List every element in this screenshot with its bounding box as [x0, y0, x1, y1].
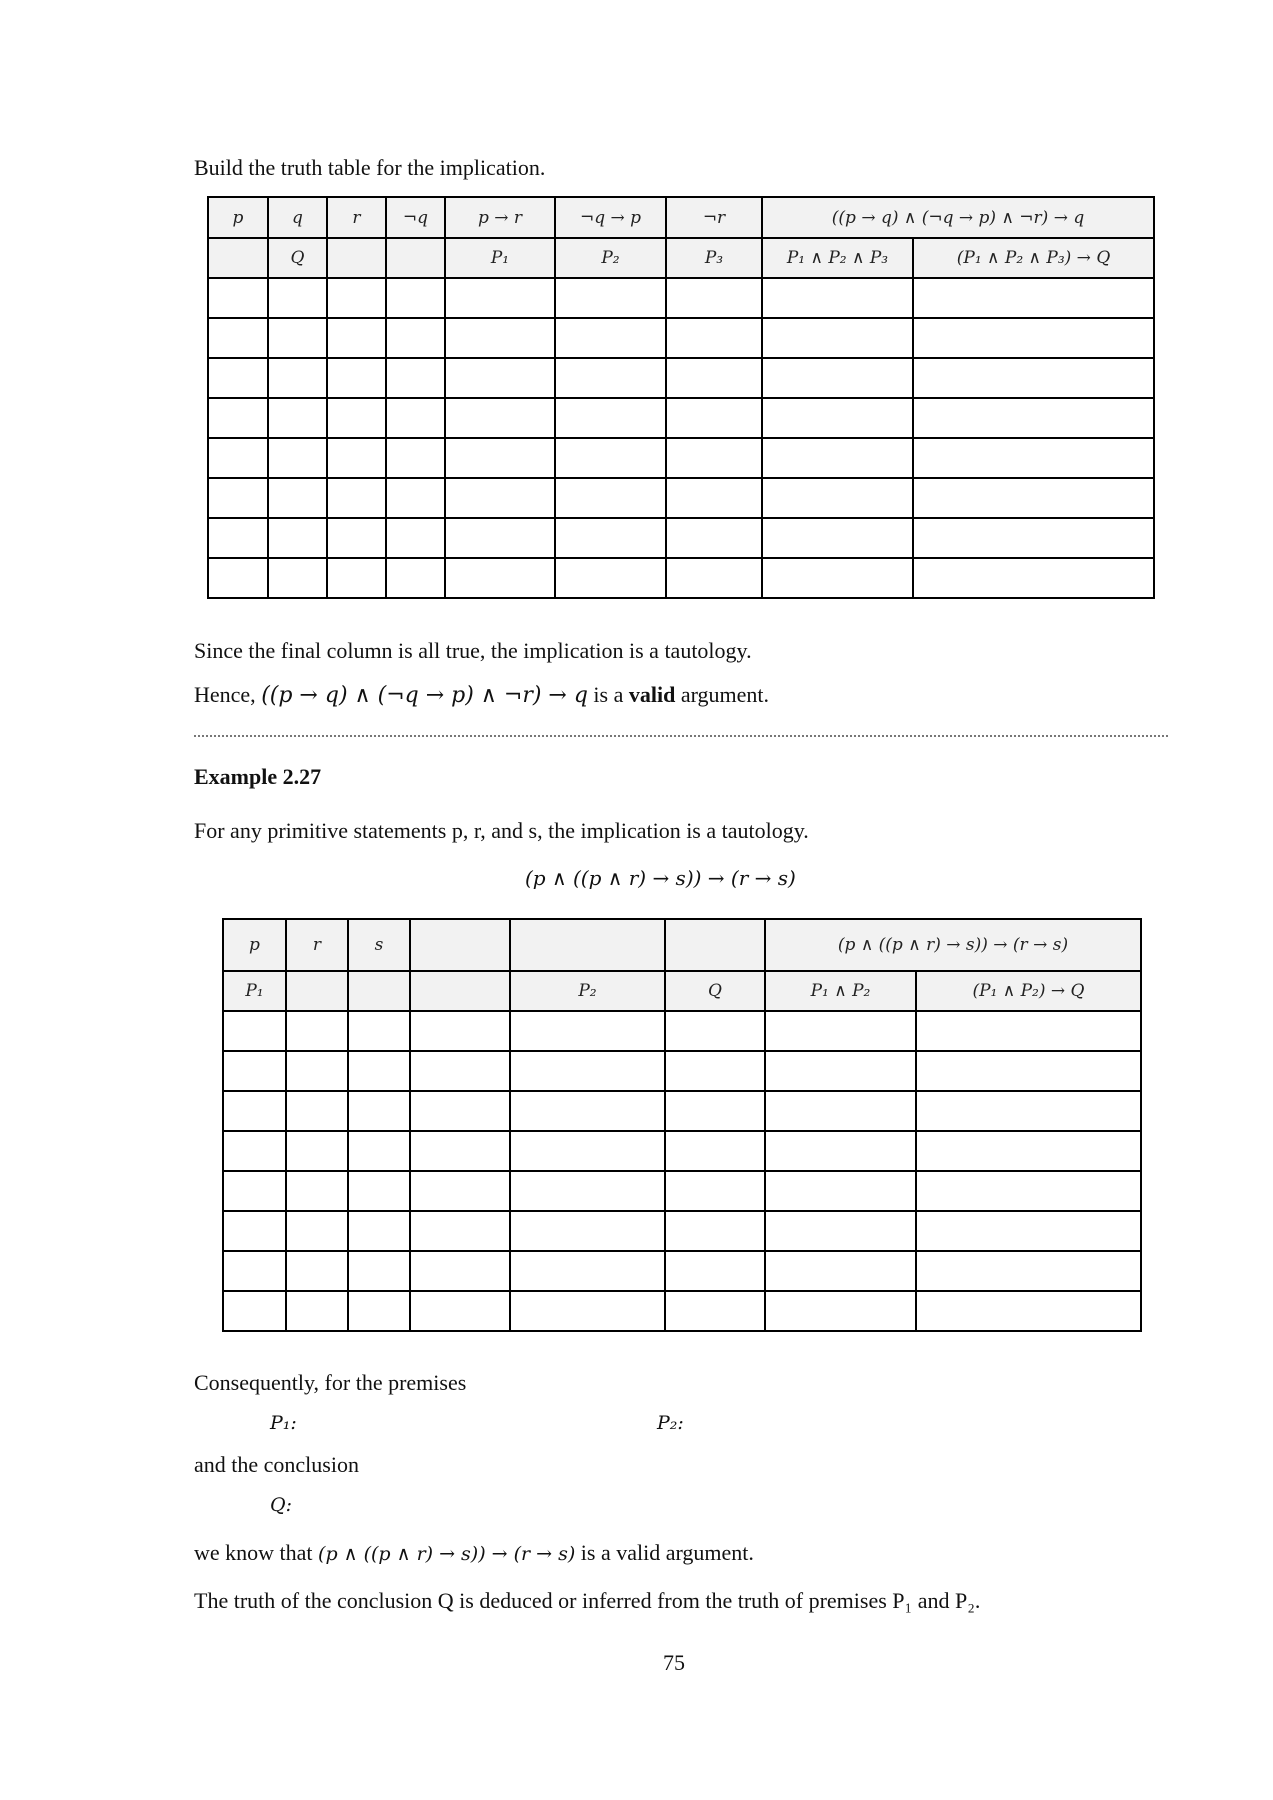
table-cell [223, 1091, 286, 1131]
table-cell [286, 1011, 348, 1051]
table-cell [286, 1251, 348, 1291]
table-cell [223, 1211, 286, 1251]
table-cell [665, 1211, 765, 1251]
col-header-r: r [286, 919, 348, 971]
example-statement: For any primitive statements p, r, and s, the implication is a tautology. [194, 818, 809, 843]
table-cell [666, 438, 762, 478]
table-cell [510, 1131, 665, 1171]
table-cell [348, 1011, 410, 1051]
table-cell [445, 478, 555, 518]
sub-header-P2: P₂ [510, 971, 665, 1011]
sub-header-blank [386, 238, 445, 278]
table-cell [510, 1211, 665, 1251]
table-row [223, 1251, 1141, 1291]
table-cell [386, 558, 445, 598]
table-cell [765, 1291, 916, 1331]
col-header-full-implication: (p ∧ ((p ∧ r) → s)) → (r → s) [765, 919, 1141, 971]
table-cell [762, 398, 913, 438]
example-title: Example 2.27 [194, 764, 322, 789]
table-cell [913, 278, 1154, 318]
table-cell [916, 1131, 1141, 1171]
table-cell [916, 1291, 1141, 1331]
table-cell [386, 318, 445, 358]
table-cell [762, 358, 913, 398]
intro-text: Build the truth table for the implication. [194, 155, 546, 180]
col-header-r: r [327, 197, 386, 238]
table-cell [555, 278, 666, 318]
table-cell [327, 518, 386, 558]
sub-header-Q: Q [665, 971, 765, 1011]
table-cell [666, 318, 762, 358]
table-row [223, 1131, 1141, 1171]
sub-header-blank [286, 971, 348, 1011]
table-cell [666, 558, 762, 598]
table-row [223, 1211, 1141, 1251]
table-cell [510, 1291, 665, 1331]
truth-table-2 [222, 918, 1142, 1332]
table-cell [410, 1211, 510, 1251]
table-cell [765, 1051, 916, 1091]
table-cell [268, 358, 327, 398]
table-row [208, 518, 1154, 558]
table-cell [327, 358, 386, 398]
table-cell [348, 1211, 410, 1251]
sub-header-conjunction: P₁ ∧ P₂ [765, 971, 916, 1011]
table-cell [268, 478, 327, 518]
table-cell [286, 1091, 348, 1131]
table-cell [268, 518, 327, 558]
table-cell [765, 1011, 916, 1051]
table-cell [348, 1091, 410, 1131]
table-cell [286, 1131, 348, 1171]
table-cell [510, 1051, 665, 1091]
col-header-q: q [268, 197, 327, 238]
truth-table-2-body [223, 1011, 1141, 1331]
table-cell [510, 1251, 665, 1291]
table-row [208, 278, 1154, 318]
table-cell [410, 1171, 510, 1211]
table-cell [665, 1051, 765, 1091]
truth-table-1 [207, 196, 1155, 599]
col-header-s: s [348, 919, 410, 971]
col-header-not-q: ¬q [386, 197, 445, 238]
table-cell [327, 318, 386, 358]
table-cell [327, 478, 386, 518]
premise-p1-label: P₁: [270, 1412, 297, 1434]
sub-header-P1: P₁ [223, 971, 286, 1011]
table-cell [765, 1131, 916, 1171]
table-cell [327, 558, 386, 598]
col-header-blank [410, 919, 510, 971]
sub-header-P1: P₁ [445, 238, 555, 278]
valid-argument-line [194, 1540, 754, 1566]
table-cell [410, 1291, 510, 1331]
table-cell [555, 478, 666, 518]
sub-header-blank [410, 971, 510, 1011]
table-cell [208, 438, 268, 478]
table-cell [208, 358, 268, 398]
table-cell [410, 1051, 510, 1091]
table-cell [916, 1051, 1141, 1091]
is-a-text: is a [587, 682, 629, 707]
table-cell [445, 518, 555, 558]
sub-header-Q: Q [268, 238, 327, 278]
table-cell [223, 1011, 286, 1051]
table-cell [286, 1051, 348, 1091]
table-cell [208, 478, 268, 518]
col-header-blank [510, 919, 665, 971]
table-cell [268, 278, 327, 318]
table-cell [208, 278, 268, 318]
formula-1: ((p → q) ∧ (¬q → p) ∧ ¬r) → q [261, 683, 588, 708]
argument-suffix: argument. [675, 682, 770, 707]
table-cell [765, 1171, 916, 1211]
table-cell [286, 1211, 348, 1251]
table-cell [286, 1291, 348, 1331]
table-cell [445, 558, 555, 598]
table-cell [445, 318, 555, 358]
final-statement: The truth of the conclusion Q is deduced or inferred from the truth of premises P₁ and P₂. [194, 1588, 981, 1613]
table-cell [348, 1131, 410, 1171]
table-cell [223, 1131, 286, 1171]
table-row [208, 358, 1154, 398]
col-header-p: p [223, 919, 286, 971]
conclusion-intro: and the conclusion [194, 1452, 359, 1477]
table-row [208, 318, 1154, 358]
formula-2: (p ∧ ((p ∧ r) → s)) → (r → s) [318, 1543, 576, 1565]
table-cell [410, 1091, 510, 1131]
table-cell [510, 1091, 665, 1131]
table-cell [666, 518, 762, 558]
table-cell [762, 438, 913, 478]
table-cell [913, 318, 1154, 358]
table-cell [555, 518, 666, 558]
premise-p2-label: P₂: [657, 1412, 684, 1434]
table-row [208, 478, 1154, 518]
table-cell [555, 438, 666, 478]
table-cell [555, 318, 666, 358]
table-cell [268, 318, 327, 358]
col-header-p-implies-r: p → r [445, 197, 555, 238]
table-cell [510, 1011, 665, 1051]
table-cell [916, 1251, 1141, 1291]
table-cell [268, 398, 327, 438]
col-header-full-implication: ((p → q) ∧ (¬q → p) ∧ ¬r) → q [762, 197, 1154, 238]
table-cell [327, 438, 386, 478]
table-row [223, 1011, 1141, 1051]
table-cell [555, 398, 666, 438]
table-cell [765, 1211, 916, 1251]
sub-header-blank [348, 971, 410, 1011]
table-cell [665, 1291, 765, 1331]
table-cell [386, 518, 445, 558]
table-cell [208, 558, 268, 598]
table-cell [665, 1011, 765, 1051]
table-row [223, 1091, 1141, 1131]
table-cell [665, 1131, 765, 1171]
example-formula: (p ∧ ((p ∧ r) → s)) → (r → s) [525, 866, 796, 890]
col-header-blank [665, 919, 765, 971]
table-cell [916, 1171, 1141, 1211]
table-row [223, 1171, 1141, 1211]
sub-header-blank [327, 238, 386, 278]
table-cell [762, 518, 913, 558]
we-know-prefix: we know that [194, 1540, 319, 1565]
sub-header-implication: (P₁ ∧ P₂) → Q [916, 971, 1141, 1011]
table-cell [762, 278, 913, 318]
table-cell [348, 1051, 410, 1091]
table-cell [327, 398, 386, 438]
table-cell [386, 478, 445, 518]
table-cell [208, 398, 268, 438]
table-cell [762, 478, 913, 518]
table-row [208, 438, 1154, 478]
table-cell [223, 1291, 286, 1331]
col-header-not-r: ¬r [666, 197, 762, 238]
table-cell [445, 358, 555, 398]
table-cell [410, 1251, 510, 1291]
valid-suffix: is a valid argument. [575, 1540, 754, 1565]
table-cell [348, 1291, 410, 1331]
table-cell [445, 438, 555, 478]
table-cell [666, 278, 762, 318]
table-cell [410, 1011, 510, 1051]
table-cell [555, 358, 666, 398]
table-cell [916, 1211, 1141, 1251]
table-row [223, 1291, 1141, 1331]
table-cell [348, 1171, 410, 1211]
table-cell [666, 398, 762, 438]
table-cell [913, 358, 1154, 398]
table-cell [916, 1011, 1141, 1051]
table-cell [410, 1131, 510, 1171]
table-cell [445, 398, 555, 438]
valid-bold: valid [628, 682, 676, 707]
table-row [208, 558, 1154, 598]
col-header-not-q-implies-p: ¬q → p [555, 197, 666, 238]
page-number: 75 [663, 1650, 685, 1675]
table-cell [223, 1251, 286, 1291]
table-cell [665, 1091, 765, 1131]
table-cell [268, 438, 327, 478]
table-cell [208, 518, 268, 558]
table-cell [913, 438, 1154, 478]
table-cell [386, 438, 445, 478]
tautology-statement: Since the final column is all true, the implication is a tautology. [194, 638, 752, 663]
col-header-p: p [208, 197, 268, 238]
table-cell [386, 358, 445, 398]
table-cell [348, 1251, 410, 1291]
sub-header-conjunction: P₁ ∧ P₂ ∧ P₃ [762, 238, 913, 278]
table-cell [913, 398, 1154, 438]
section-divider [194, 735, 1168, 737]
table-cell [762, 558, 913, 598]
table-cell [666, 358, 762, 398]
table-cell [666, 478, 762, 518]
table-cell [510, 1171, 665, 1211]
sub-header-implication: (P₁ ∧ P₂ ∧ P₃) → Q [913, 238, 1154, 278]
table-cell [445, 278, 555, 318]
truth-table-1-body [208, 278, 1154, 598]
table-cell [386, 398, 445, 438]
table-cell [665, 1251, 765, 1291]
table-cell [555, 558, 666, 598]
table-cell [913, 518, 1154, 558]
table-cell [223, 1171, 286, 1211]
table-cell [765, 1091, 916, 1131]
table-cell [913, 478, 1154, 518]
table-cell [386, 278, 445, 318]
table-cell [916, 1091, 1141, 1131]
table-cell [913, 558, 1154, 598]
table-cell [208, 318, 268, 358]
sub-header-blank [208, 238, 268, 278]
sub-header-P2: P₂ [555, 238, 666, 278]
table-cell [762, 318, 913, 358]
table-cell [765, 1251, 916, 1291]
valid-argument-statement [194, 682, 769, 708]
table-cell [268, 558, 327, 598]
premises-intro: Consequently, for the premises [194, 1370, 467, 1395]
table-cell [223, 1051, 286, 1091]
table-row [223, 1051, 1141, 1091]
sub-header-P3: P₃ [666, 238, 762, 278]
hence-prefix: Hence, [194, 682, 262, 707]
conclusion-q-label: Q: [270, 1494, 292, 1516]
table-cell [327, 278, 386, 318]
table-row [208, 398, 1154, 438]
table-cell [665, 1171, 765, 1211]
table-cell [286, 1171, 348, 1211]
